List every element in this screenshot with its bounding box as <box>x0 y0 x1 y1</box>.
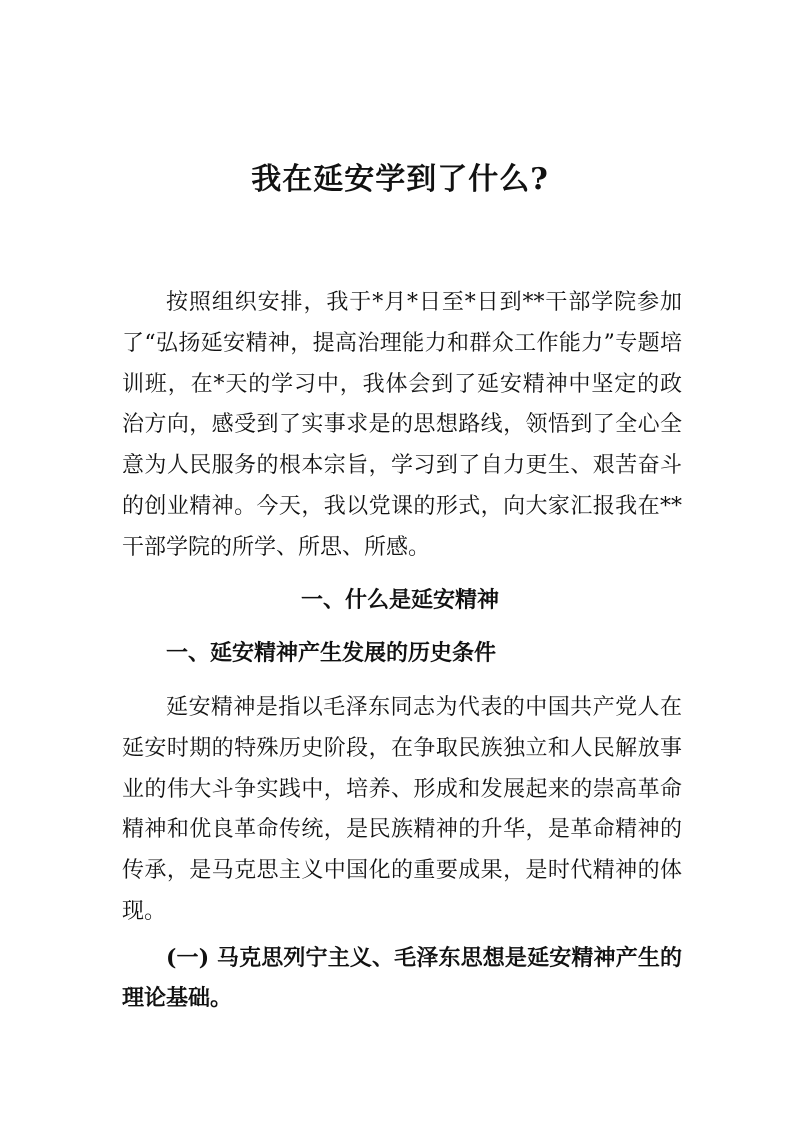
intro-paragraph: 按照组织安排，我于*月*日至*日到**干部学院参加了“弘扬延安精神，提高治理能力和群众工作能力”专题培训班，在*天的学习中，我体会到了延安精神中坚定的政治方向，感受到了实事求是的思想路线，领悟到了全心全意为人民服务的根本宗旨，学习到了自力更生、艰苦奋斗的创业精神。今天，我以党课的形式，向大家汇报我在**干部学院的所学、所思、所感。 <box>122 290 682 560</box>
document-title: 我在延安学到了什么? <box>251 162 549 197</box>
body-paragraph: 延安精神是指以毛泽东同志为代表的中国共产党人在延安时期的特殊历史阶段，在争取民族独立和人民解放事业的伟大斗争实践中，培养、形成和发展起来的崇高革命精神和优良革命传统，是民族精神的升华，是革命精神的传承，是马克思主义中国化的重要成果，是时代精神的体现。 <box>122 695 682 924</box>
section-heading: 一、什么是延安精神 <box>300 587 499 613</box>
sub-subsection-heading: (一) 马克思列宁主义、毛泽东思想是延安精神产生的理论基础。 <box>122 945 682 1011</box>
subsection-heading: 一、延安精神产生发展的历史条件 <box>166 640 497 666</box>
